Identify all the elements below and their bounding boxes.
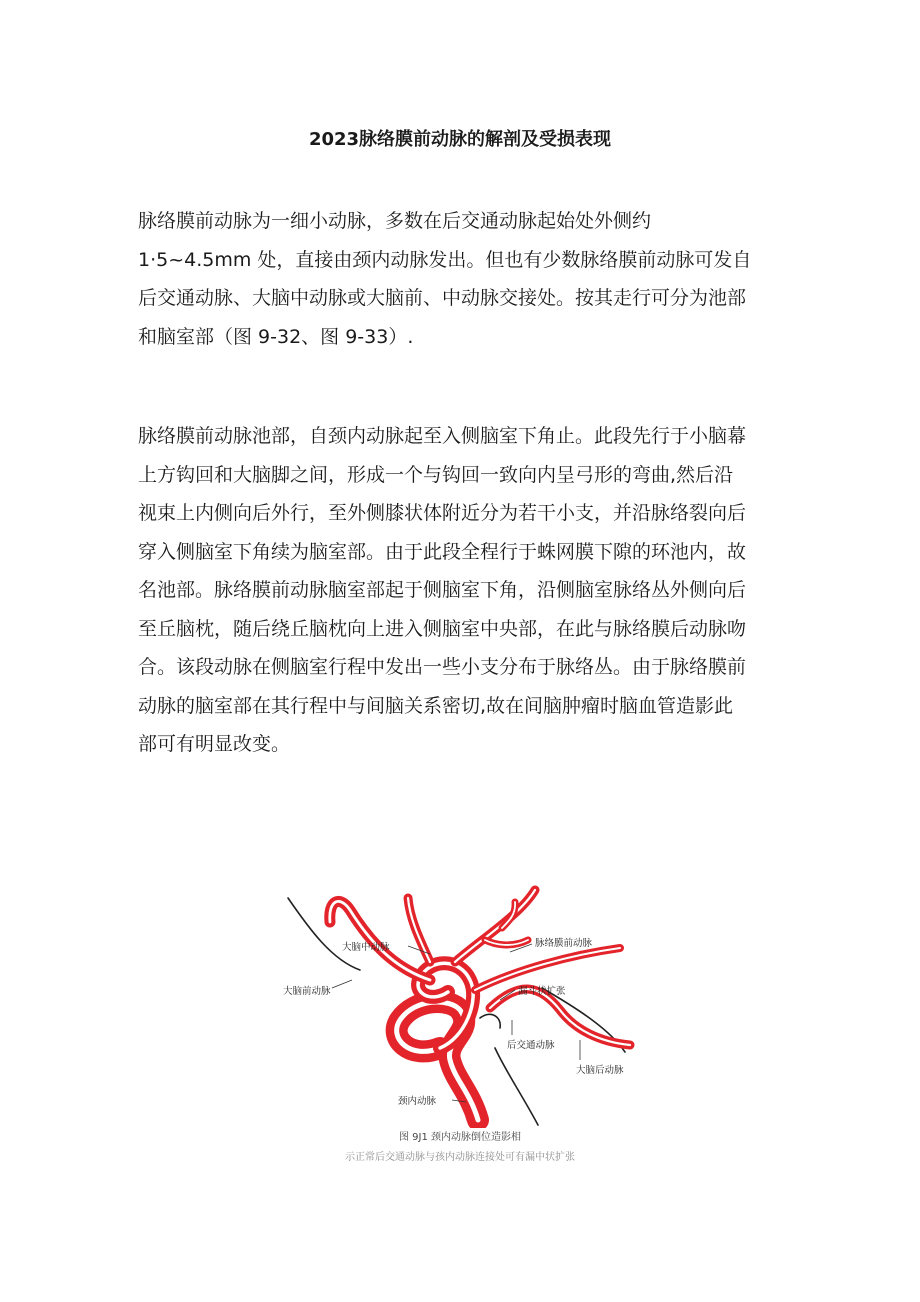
paragraph xyxy=(138,202,788,356)
paragraph-line: 部可有明显改变。 xyxy=(138,733,291,755)
paragraph-line: 脉络膜前动脉为一细小动脉，多数在后交通动脉起始处外侧约 xyxy=(138,210,652,232)
label-middle-cerebral-artery: 大脑中动脉 xyxy=(342,942,390,953)
paragraph-line: 至丘脑枕，随后绕丘脑枕向上进入侧脑室中央部，在此与脉络膜后动脉吻 xyxy=(138,617,747,640)
artery-illustration xyxy=(280,870,660,1128)
document-title: 2023脉络膜前动脉的解剖及受损表现 xyxy=(308,129,612,150)
figure-subcaption: 示正常后交通动脉与孩内动脉连接处可有漏中状扩张 xyxy=(345,1152,575,1163)
label-anterior-cerebral-artery: 大脑前动脉 xyxy=(283,986,331,997)
paragraph-line: 上方钩回和大脑脚之间，形成一个与钩回一致向内呈弓形的弯曲,然后沿 xyxy=(138,463,734,486)
label-anterior-choroidal-artery: 脉络膜前动脉 xyxy=(535,938,593,949)
paragraph-line: 合。该段动脉在侧脑室行程中发出一些小支分布于脉络丛。由于脉络膜前 xyxy=(138,656,747,678)
paragraph xyxy=(138,417,788,764)
paragraph-line: 和脑室部（图 9-32、图 9-33）. xyxy=(138,325,414,348)
label-posterior-cerebral-artery: 大脑后动脉 xyxy=(576,1065,624,1076)
paragraph-line: 视束上内侧向后外行，至外侧膝状体附近分为若干小支，并沿脉络裂向后 xyxy=(138,502,747,524)
label-infundibular-dilation: 漏斗状扩张 xyxy=(518,986,566,997)
paragraph-line: 脉络膜前动脉池部，自颈内动脉起至入侧脑室下角止。此段先行于小脑幕 xyxy=(138,425,747,447)
anterior-choroidal-artery xyxy=(475,948,620,990)
paragraph-line: 1·5~4.5mm 处，直接由颈内动脉发出。但也有少数脉络膜前动脉可发自 xyxy=(138,248,752,271)
paragraph-line: 后交通动脉、大脑中动脉或大脑前、中动脉交接处。按其走行可分为池部 xyxy=(138,287,747,309)
paragraph-line: 穿入侧脑室下角续为脑室部。由于此段全程行于蛛网膜下隙的环池内，故 xyxy=(138,540,747,563)
paragraph-line: 名池部。脉络膜前动脉脑室部起于侧脑室下角，沿侧脑室脉络丛外侧向后 xyxy=(138,579,747,601)
label-posterior-communicating-artery: 后交通动脉 xyxy=(507,1040,555,1051)
label-internal-carotid-artery: 颈内动脉 xyxy=(398,1096,437,1107)
paragraph-line: 动脉的脑室部在其行程中与间脑关系密切,故在间脑肿瘤时脑血管造影此 xyxy=(138,694,734,717)
arterial-angiogram-figure xyxy=(280,870,660,1128)
posterior-cerebral-artery xyxy=(490,989,630,1045)
figure-caption: 图 9J1 颈内动脉倒位造影相 xyxy=(398,1132,522,1143)
